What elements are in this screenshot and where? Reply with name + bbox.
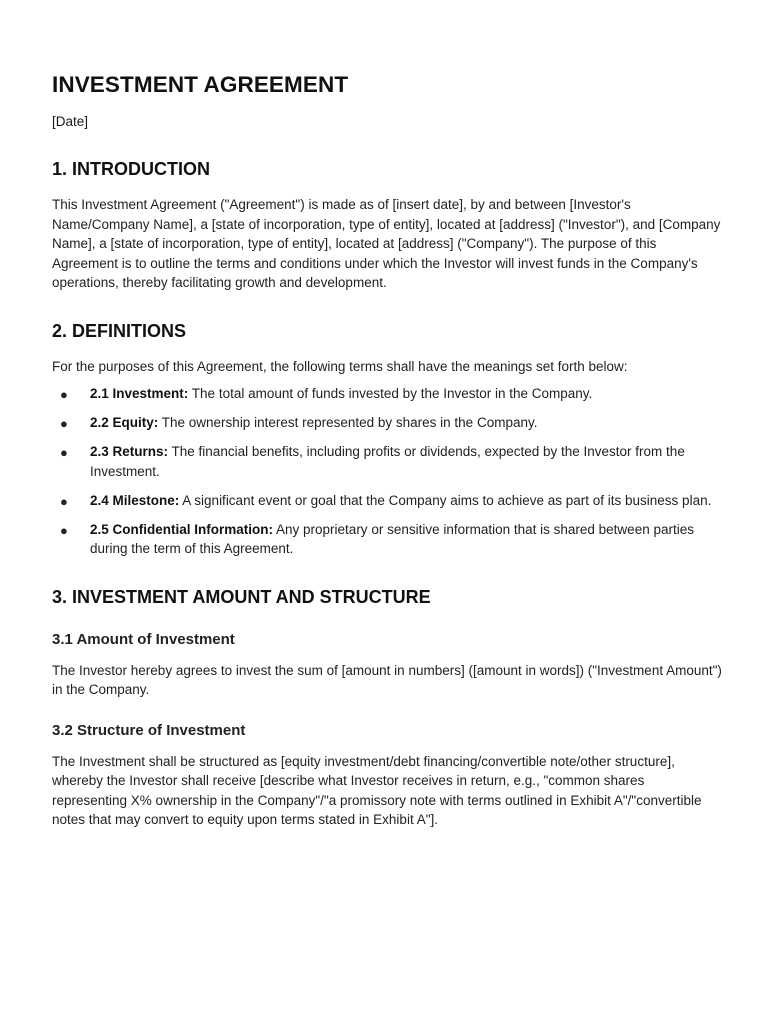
bullet-icon: ● bbox=[60, 493, 68, 509]
document-title: INVESTMENT AGREEMENT bbox=[52, 72, 349, 97]
introduction-paragraph: This Investment Agreement ("Agreement") is made as of [insert date], by and between [Investor's Name/Company Name], a [state of incorporation, type of entity], located at [address] ("Investor"), and [Company Name], a [state of incorporation, type of entity], located at [address] ("Company"). The purpose of this Agreement is to outline the terms and conditions under which the Investor will invest funds in the Company's operations, thereby facilitating growth and development. bbox=[52, 197, 721, 290]
definition-item bbox=[52, 520, 722, 559]
definition-item bbox=[52, 413, 722, 433]
definition-term: 2.1 Investment: bbox=[90, 386, 189, 401]
section-heading-definitions: 2. DEFINITIONS bbox=[52, 320, 187, 341]
bullet-icon: ● bbox=[60, 445, 68, 460]
subsection-heading-structure: 3.2 Structure of Investment bbox=[52, 721, 246, 739]
definition-item bbox=[52, 442, 722, 481]
structure-paragraph: The Investment shall be structured as [equity investment/debt financing/convertible note/other structure], whereby the Investor shall receive [describe what Investor receives in return, e.g., "common shares representing X% ownership in the Company"/"a promissory note with terms outlined in Exhibit A"/"convertible notes that may convert to equity upon terms stated in Exhibit A"]. bbox=[52, 753, 702, 827]
definition-item bbox=[52, 384, 722, 404]
section-heading-investment: 3. INVESTMENT AMOUNT AND STRUCTURE bbox=[52, 586, 431, 607]
definition-text: The financial benefits, including profits or dividends, expected by the Investor from the Investment. bbox=[90, 444, 685, 479]
subsection-heading-amount: 3.1 Amount of Investment bbox=[52, 630, 235, 648]
definition-term: 2.5 Confidential Information: bbox=[90, 521, 274, 537]
definition-term: 2.3 Returns: bbox=[90, 444, 169, 459]
document-date: [Date] bbox=[52, 114, 89, 129]
definitions-lead: For the purposes of this Agreement, the following terms shall have the meanings set forth below: bbox=[52, 358, 628, 374]
section-heading-introduction: 1. INTRODUCTION bbox=[52, 159, 211, 179]
definition-term: 2.2 Equity: bbox=[90, 415, 159, 430]
bullet-icon: ● bbox=[60, 387, 68, 402]
definition-text: The ownership interest represented by shares in the Company. bbox=[158, 415, 538, 430]
bullet-icon: ● bbox=[60, 522, 68, 538]
definitions-list bbox=[52, 384, 722, 559]
document-body bbox=[52, 70, 722, 830]
definition-item bbox=[52, 491, 722, 511]
definition-text: Any proprietary or sensitive information that is shared between parties during the term of this Agreement. bbox=[90, 521, 694, 556]
definition-term: 2.4 Milestone: bbox=[90, 492, 180, 508]
bullet-icon: ● bbox=[60, 416, 68, 431]
definition-text: A significant event or goal that the Company aims to achieve as part of its business plan. bbox=[179, 492, 712, 508]
amount-paragraph: The Investor hereby agrees to invest the sum of [amount in numbers] ([amount in words]) ("Investment Amount") in the Company. bbox=[52, 662, 722, 697]
definition-text: The total amount of funds invested by the Investor in the Company. bbox=[188, 386, 593, 401]
